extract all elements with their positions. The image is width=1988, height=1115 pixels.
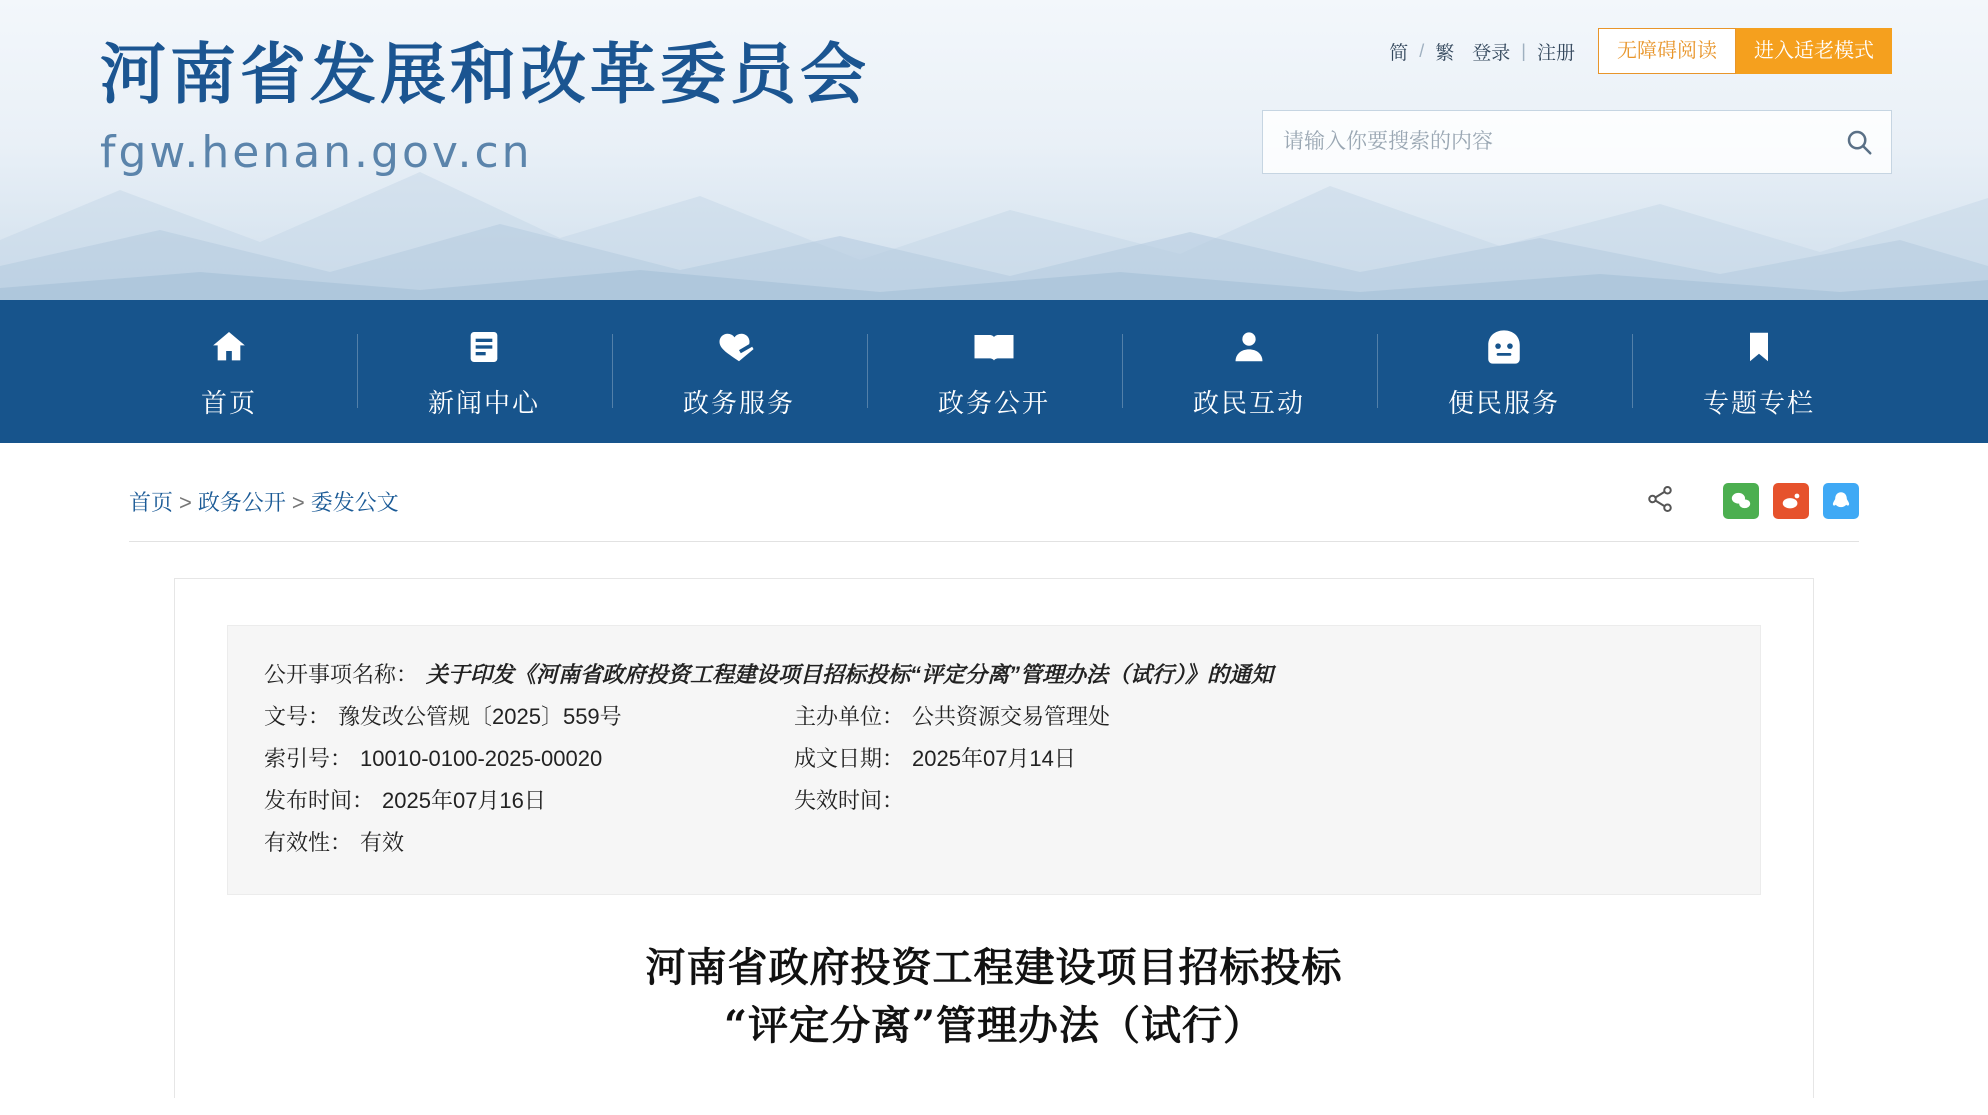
meta-label-validity: 有效性： — [264, 830, 353, 855]
nav-item-interaction[interactable] — [1122, 300, 1377, 443]
news-icon — [464, 324, 504, 370]
meta-value-expire — [904, 780, 912, 822]
breadcrumb-section — [0, 443, 1988, 542]
person-icon — [1230, 324, 1268, 370]
meta-value-name: 关于印发《河南省政府投资工程建设项目招标投标“评定分离”管理办法（试行）》的通知 — [426, 662, 1274, 687]
breadcrumb-item-disclosure[interactable]: 政务公开 — [197, 489, 286, 515]
lang-separator: / — [1419, 40, 1425, 61]
share-bar — [1645, 483, 1859, 519]
home-icon — [207, 324, 251, 370]
meta-label-org: 主办单位： — [794, 704, 905, 729]
book-icon — [970, 324, 1018, 370]
meta-label-publish: 发布时间： — [264, 788, 375, 813]
doc-title-line-2: “评定分离”管理办法（试行） — [723, 1002, 1264, 1049]
nav-item-government-disclosure[interactable] — [867, 300, 1122, 443]
search-icon — [1844, 127, 1874, 157]
nav-label: 新闻中心 — [427, 387, 540, 418]
utility-bar — [1380, 28, 1892, 74]
site-title: 河南省发展和改革委员会 — [100, 36, 870, 113]
nav-item-news[interactable] — [357, 300, 612, 443]
meta-row-name — [264, 654, 1724, 696]
page-title — [227, 895, 1761, 1065]
nav-label: 政务服务 — [682, 387, 795, 418]
lang-traditional-link[interactable]: 繁 — [1435, 42, 1455, 64]
meta-label-doc-no: 文号： — [264, 704, 331, 729]
elder-mode-button[interactable]: 进入适老模式 — [1736, 28, 1892, 74]
nav-item-special-column[interactable] — [1632, 300, 1887, 443]
lang-simplified-link[interactable]: 简 — [1389, 42, 1409, 64]
breadcrumb-item-documents[interactable]: 委发公文 — [310, 489, 399, 515]
meta-row-publish-expire — [264, 780, 1724, 822]
document-meta-box — [227, 625, 1761, 895]
site-banner — [0, 0, 1988, 300]
accessible-reading-button[interactable]: 无障碍阅读 — [1598, 28, 1736, 74]
wechat-icon[interactable] — [1723, 483, 1759, 519]
account-separator: | — [1521, 40, 1526, 61]
breadcrumb — [129, 486, 399, 517]
search-input[interactable] — [1263, 112, 1827, 172]
meta-row-docno-org — [264, 696, 1724, 738]
meta-value-written-date: 2025年07月14日 — [912, 746, 1076, 771]
nav-label: 专题专栏 — [1702, 387, 1815, 418]
breadcrumb-separator: > — [291, 489, 305, 515]
nav-item-government-service[interactable] — [612, 300, 867, 443]
meta-label-expire: 失效时间： — [794, 788, 905, 813]
login-link[interactable]: 登录 — [1472, 42, 1511, 64]
meta-row-validity — [264, 822, 1724, 864]
meta-value-validity: 有效 — [360, 830, 405, 855]
article-section — [0, 542, 1988, 1098]
site-logo[interactable] — [100, 34, 870, 178]
nav-label: 政务公开 — [937, 387, 1050, 418]
breadcrumb-separator: > — [179, 489, 192, 515]
site-url: fgw.henan.gov.cn — [100, 126, 533, 178]
nav-label: 便民服务 — [1447, 387, 1560, 418]
smile-icon — [1483, 324, 1525, 370]
meta-label-written-date: 成文日期： — [794, 746, 905, 771]
qq-icon[interactable] — [1823, 483, 1859, 519]
meta-label-index: 索引号： — [264, 746, 353, 771]
nav-label: 首页 — [200, 387, 257, 418]
meta-value-index: 10010-0100-2025-00020 — [360, 746, 603, 771]
service-icon — [715, 324, 763, 370]
meta-value-publish: 2025年07月16日 — [382, 788, 546, 813]
meta-row-index-date — [264, 738, 1724, 780]
main-navigation — [0, 300, 1988, 443]
meta-label-name: 公开事项名称： — [264, 662, 419, 687]
bookmark-icon — [1741, 324, 1777, 370]
breadcrumb-item-home[interactable]: 首页 — [129, 489, 174, 515]
meta-value-org: 公共资源交易管理处 — [912, 704, 1111, 729]
register-link[interactable]: 注册 — [1536, 42, 1575, 64]
nav-item-convenience-service[interactable] — [1377, 300, 1632, 443]
search-box[interactable] — [1262, 110, 1892, 174]
article-card — [174, 578, 1814, 1098]
search-button[interactable] — [1827, 111, 1891, 173]
meta-value-doc-no: 豫发改公管规〔2025〕559号 — [338, 704, 622, 729]
share-nodes-icon[interactable] — [1645, 484, 1675, 519]
nav-label: 政民互动 — [1192, 387, 1305, 418]
weibo-icon[interactable] — [1773, 483, 1809, 519]
nav-item-home[interactable] — [102, 300, 357, 443]
doc-title-line-1: 河南省政府投资工程建设项目招标投标 — [645, 944, 1343, 991]
